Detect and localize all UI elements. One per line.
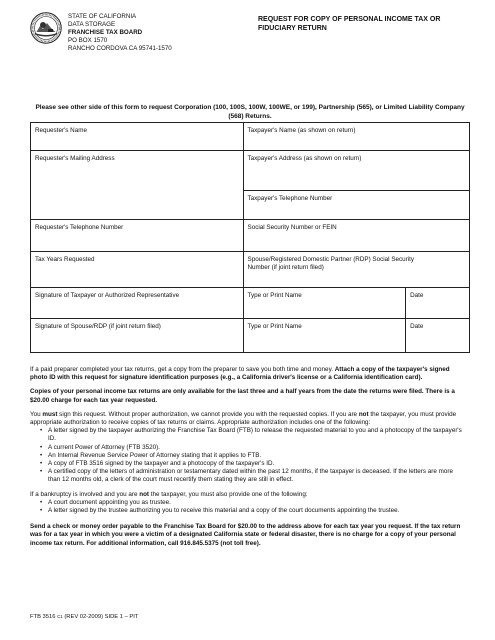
- authorization-text-a: You: [30, 410, 43, 418]
- authorization-list: [30, 427, 466, 484]
- requesters-name-label: Requester's Name: [35, 127, 87, 134]
- spouse-print-name-field[interactable]: [243, 319, 406, 353]
- form-number: FTB 3516: [30, 614, 56, 620]
- tax-years-label: Tax Years Requested: [35, 256, 95, 263]
- instruction-paragraph-bankruptcy: [30, 491, 466, 499]
- photo-id-text: Attach a copy of the taxpayer's signed photo ID with this request for signature identification purposes (e.g., a California driver's license or a California identification card).: [30, 366, 450, 382]
- ssn-fein-field[interactable]: [243, 220, 470, 252]
- taxpayer-print-name-label: Type or Print Name: [247, 292, 302, 299]
- instruction-paragraph-authorization: [30, 411, 466, 427]
- list-item: • A current Power of Attorney (FTB 3520).: [48, 444, 466, 452]
- spouse-signature-label: Signature of Spouse/RDP (if joint return filed): [35, 323, 161, 330]
- bankruptcy-list: [30, 499, 466, 515]
- list-item: • An Internal Revenue Service Power of Attorney stating that it applies to FTB.: [48, 452, 466, 460]
- requesters-telephone-field[interactable]: [31, 220, 244, 252]
- spouse-signature-field[interactable]: [31, 319, 244, 353]
- tax-years-field[interactable]: [31, 252, 244, 288]
- agency-address: [68, 13, 172, 53]
- bankruptcy-text-not: not: [139, 490, 150, 498]
- address-line-agency: FRANCHISE TAX BOARD: [68, 29, 143, 37]
- taxpayers-telephone-label: Taxpayer's Telephone Number: [247, 195, 333, 202]
- form-code: C1: [57, 614, 63, 619]
- taxpayer-print-name-field[interactable]: [243, 288, 406, 319]
- address-line-pobox: PO BOX 1570: [68, 37, 108, 45]
- preparer-text: If a paid preparer completed your tax returns, get a copy from the preparer to save you both time and money.: [30, 366, 335, 373]
- address-line-city: RANCHO CORDOVA CA 95741-1570: [68, 45, 172, 53]
- taxpayers-telephone-field[interactable]: [243, 191, 470, 220]
- taxpayers-name-field[interactable]: [243, 123, 470, 151]
- requesters-mailing-address-label: Requester's Mailing Address: [35, 155, 115, 162]
- list-item: • A court document appointing you as trustee.: [48, 499, 466, 507]
- form-footer: [30, 614, 138, 620]
- california-state-seal-icon: [30, 12, 62, 44]
- instructions-body: [30, 366, 466, 554]
- requesters-telephone-label: Requester's Telephone Number: [35, 224, 124, 231]
- taxpayer-date-field[interactable]: [406, 288, 470, 319]
- taxpayer-signature-field[interactable]: [31, 288, 244, 319]
- list-item: • A certified copy of the letters of administration or testamentary dated within the past 12 months, if the taxpayer is deceased. If the letters are more than 12 months old, a clerk of the court must recertify them stating they are still in effect.: [48, 468, 466, 484]
- address-line-state: STATE OF CALIFORNIA: [68, 13, 137, 20]
- request-form-table: [30, 122, 470, 353]
- spouse-date-label: Date: [410, 323, 424, 330]
- taxpayers-name-label: Taxpayer's Name (as shown on return): [247, 127, 356, 134]
- spouse-ssn-label-line2: Number (if joint return filed): [247, 264, 324, 271]
- spouse-print-name-label: Type or Print Name: [247, 323, 302, 330]
- requesters-name-field[interactable]: [31, 123, 244, 151]
- spouse-ssn-label-line1: Spouse/Registered Domestic Partner (RDP) Social Security: [247, 256, 415, 263]
- taxpayer-signature-label: Signature of Taxpayer or Authorized Representative: [35, 292, 180, 299]
- authorization-text-not: not: [358, 410, 369, 418]
- taxpayers-address-label: Taxpayer's Address (as shown on return): [247, 155, 362, 162]
- ssn-fein-label: Social Security Number or FEIN: [247, 224, 337, 231]
- spouse-date-field[interactable]: [406, 319, 470, 353]
- requesters-mailing-address-field[interactable]: [31, 151, 244, 220]
- authorization-text-b: sign this request. Without proper authorization, we cannot provide you with the requested copies. If you are: [57, 410, 359, 418]
- taxpayers-address-field[interactable]: [243, 151, 470, 191]
- intro-instruction: Please see other side of this form to request Corporation (100, 100S, 100W, 100WE, or 199), Partnership (565), or Limited Liability Company (568) Returns.: [35, 104, 465, 120]
- authorization-text-c: the taxpayer, you must provide appropriate authorization to receive copies of tax returns or claims. Appropriate authorization includes one of the following:: [30, 410, 457, 427]
- form-title-line2: FIDUCIARY RETURN: [258, 25, 327, 32]
- bankruptcy-text-a: If a bankruptcy is involved and you are: [30, 490, 140, 498]
- instruction-paragraph-availability: Copies of your personal income tax returns are only available for the last three and a half years from the date the returns were filed. There is a $20.00 charge for each tax year requested.: [30, 388, 455, 404]
- list-item: • A letter signed by the taxpayer authorizing the Franchise Tax Board (FTB) to release the requested material to you and a photocopy of the taxpayer's ID.: [48, 427, 466, 443]
- instruction-paragraph-payment: Send a check or money order payable to the Franchise Tax Board for $20.00 to the address above for each tax year you request. If the tax return was for a tax year in which you were a victim of a designated California state or federal disaster, there is no charge for a copy of your personal income tax return. For additional information, call 916.845.5375 (not toll free).: [30, 523, 461, 547]
- taxpayer-date-label: Date: [410, 292, 424, 299]
- authorization-text-must: must: [42, 410, 58, 418]
- bankruptcy-text-b: the taxpayer, you must also provide one of the following:: [149, 490, 308, 498]
- form-title-line1: REQUEST FOR COPY OF PERSONAL INCOME TAX OR: [258, 16, 441, 23]
- form-title: [258, 15, 458, 33]
- instruction-paragraph-preparer: [30, 366, 466, 382]
- list-item: • A copy of FTB 3516 signed by the taxpayer and a photocopy of the taxpayer's ID.: [48, 460, 466, 468]
- form-revision: (REV 02-2009) SIDE 1 – PIT: [64, 614, 139, 620]
- address-line-division: DATA STORAGE: [68, 21, 116, 29]
- spouse-ssn-field[interactable]: [243, 252, 470, 288]
- list-item: • A letter signed by the trustee authorizing you to receive this material and a copy of the court documents appointing the trustee.: [48, 507, 466, 515]
